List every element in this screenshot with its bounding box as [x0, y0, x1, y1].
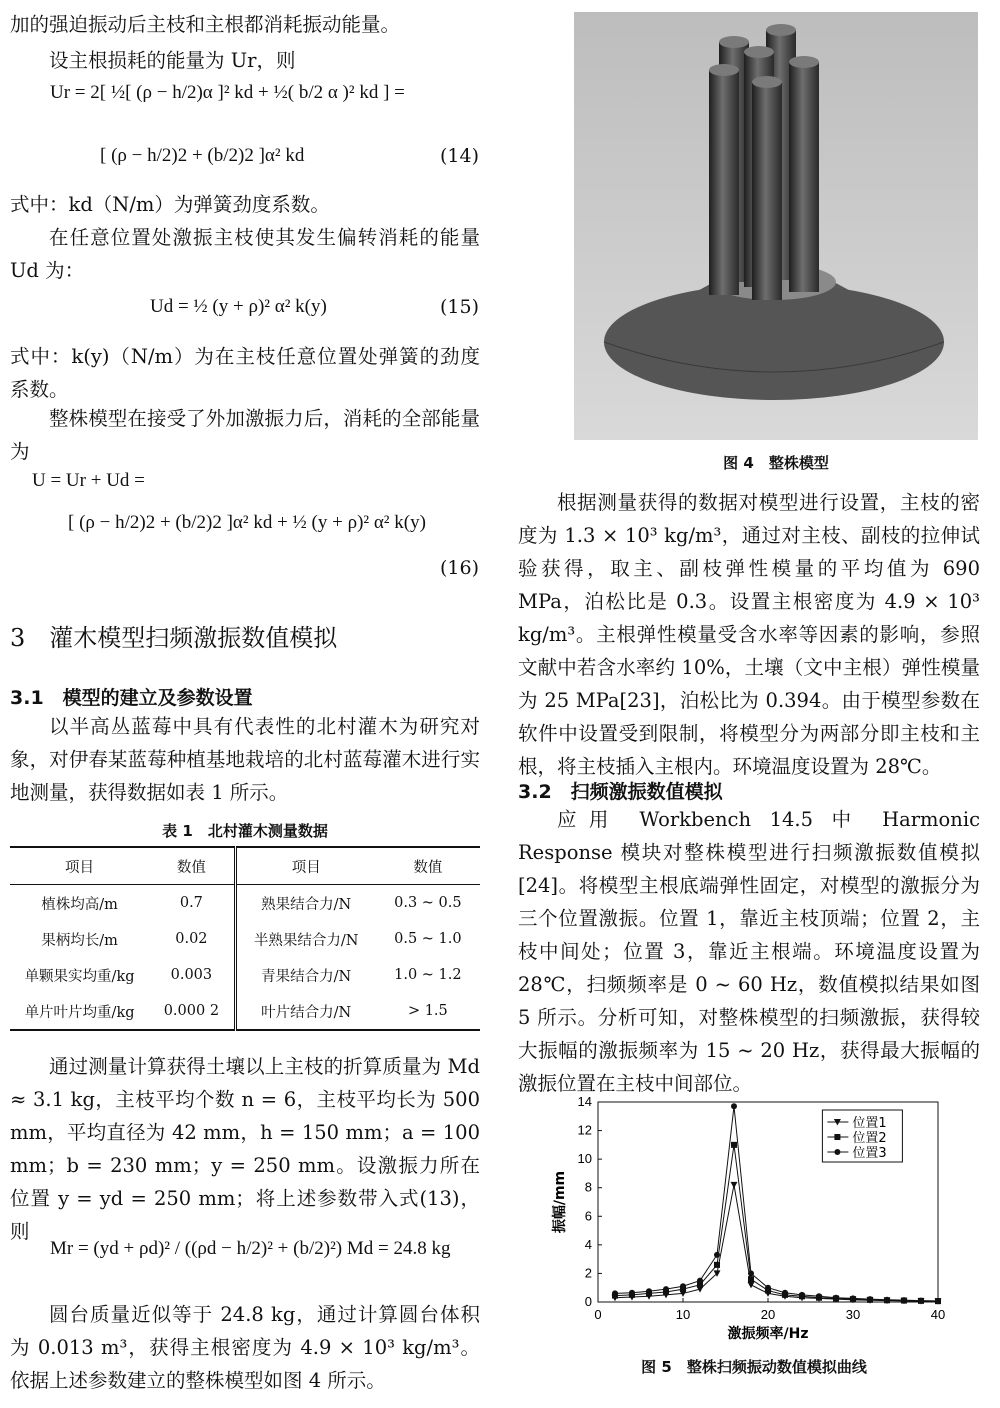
table-cell: 0.003: [149, 957, 235, 993]
x-tick-label: 30: [845, 1307, 861, 1322]
paragraph: 整株模型在接受了外加激振力后，消耗的全部能量为: [10, 407, 480, 463]
y-tick-label: 8: [584, 1179, 592, 1195]
subsection-heading: 3.2 扫频激振数值模拟: [518, 781, 723, 803]
series-位置1: [612, 1182, 942, 1305]
y-tick-label: 6: [584, 1208, 592, 1224]
paragraph: 在任意位置处激振主枝使其发生偏转消耗的能量 Ud 为：: [10, 226, 480, 282]
data-point: [799, 1292, 805, 1298]
y-tick-label: 14: [577, 1094, 592, 1109]
y-tick-label: 12: [577, 1122, 592, 1138]
table-header: 项目: [65, 859, 95, 876]
data-point: [731, 1142, 737, 1148]
table-cell: 1.0 ~ 1.2: [394, 967, 462, 983]
table-cell: 熟果结合力/N: [261, 896, 352, 913]
data-point: [901, 1297, 907, 1303]
series-位置2: [612, 1142, 941, 1304]
table-cell: 0.000 2: [149, 993, 235, 1030]
paragraph: 式中：k(y)（N/m）为在主枝任意位置处弹簧的劲度系数。: [10, 345, 480, 401]
table-cell: 0.02: [149, 921, 235, 957]
table-row: [10, 957, 480, 993]
data-point: [663, 1286, 669, 1292]
equation-14a: Ur = 2[ ½[ (ρ − h/2)α ]² kd + ½( b/2 α )² kd ] =: [50, 82, 405, 103]
shrub-model-illustration: [574, 12, 978, 440]
chart-legend: [822, 1110, 902, 1162]
data-point: [867, 1296, 873, 1302]
y-tick-label: 2: [584, 1265, 592, 1281]
data-point: [646, 1288, 652, 1294]
equation-number: (15): [440, 296, 480, 318]
data-point: [748, 1270, 754, 1276]
legend-label: 位置3: [852, 1146, 887, 1161]
data-point: [850, 1295, 856, 1301]
figure-5-chart: [538, 1090, 970, 1350]
table-header: 数值: [149, 847, 235, 885]
data-point: [918, 1298, 924, 1304]
data-point: [612, 1290, 618, 1296]
table-cell: 0.5 ~ 1.0: [394, 931, 462, 947]
section-heading: 3 灌木模型扫频激振数值模拟: [10, 624, 338, 652]
paragraph: 通过测量计算获得土壤以上主枝的折算质量为 Md ≈ 3.1 kg，主枝平均个数 n = 6，主枝平均长为 500 mm，平均直径为 42 mm，h = 150 mm；a = 100 mm；b = 230 mm；y = 250 mm。设激振力所在位置 y = yd = 250 mm；将上述参数带入式(13)，则: [10, 1055, 480, 1243]
table-cell: 单片叶片均重/kg: [24, 1004, 135, 1021]
table-cell: 叶片结合力/N: [261, 1004, 352, 1021]
table-cell: 青果结合力/N: [261, 968, 352, 985]
equation-16b: [ (ρ − h/2)2 + (b/2)2 ]α² kd + ½ (y + ρ)² α² k(y): [68, 512, 426, 533]
table-cell: 果柄均长/m: [41, 932, 118, 949]
y-axis-label: 振幅/mm: [552, 1170, 568, 1234]
equation-15: Ud = ½ (y + ρ)² α² k(y): [150, 296, 327, 317]
table-cell: 半熟果结合力/N: [253, 932, 359, 949]
series-line: [615, 1185, 938, 1301]
data-point: [731, 1182, 738, 1189]
y-tick-label: 4: [584, 1236, 592, 1252]
table-caption: 表 1 北村灌木测量数据: [162, 822, 328, 840]
data-point: [629, 1290, 635, 1296]
table-cell: 植株均高/m: [41, 896, 118, 913]
data-point: [680, 1283, 686, 1289]
data-point: [935, 1298, 941, 1304]
data-point: [834, 1149, 840, 1155]
data-point: [731, 1103, 737, 1109]
equation-14b: [ (ρ − h/2)2 + (b/2)2 ]α² kd: [100, 145, 305, 166]
table-row: [10, 921, 480, 957]
figure-4-model-image: [574, 12, 978, 440]
legend-label: 位置2: [852, 1131, 887, 1146]
x-tick-label: 0: [594, 1307, 602, 1322]
paragraph: 圆台质量近似等于 24.8 kg，通过计算圆台体积为 0.013 m³，获得主根密度为 4.9 × 10³ kg/m³。依据上述参数建立的整株模型如图 4 所示。: [10, 1303, 480, 1392]
data-point: [834, 1134, 840, 1140]
data-point: [884, 1297, 890, 1303]
data-point: [714, 1252, 720, 1258]
data-point: [816, 1293, 822, 1299]
subsection-heading: 3.1 模型的建立及参数设置: [10, 687, 253, 709]
paragraph: 加的强迫振动后主枝和主根都消耗振动能量。: [10, 13, 401, 36]
equation-number: (14): [440, 145, 480, 167]
data-point: [748, 1276, 754, 1282]
paragraph: 以半高丛蓝莓中具有代表性的北村灌木为研究对象，对伊春某蓝莓种植基地栽培的北村蓝莓灌木进行实地测量，获得数据如表 1 所示。: [10, 715, 480, 804]
x-tick-label: 10: [675, 1307, 691, 1322]
paragraph: 设主根损耗的能量为 Ur，则: [49, 49, 296, 72]
data-table: [10, 846, 480, 1031]
table-header: 项目: [291, 859, 321, 876]
paragraph: 根据测量获得的数据对模型进行设置，主枝的密度为 1.3 × 10³ kg/m³，通过对主枝、副枝的拉伸试验获得，取主、副枝弹性模量的平均值为 690 MPa，泊松比是 0.3。设置主根密度为 4.9 × 10³ kg/m³。主根弹性模量受含水率等因素的影响，参照文献中若含水率约 10%，土壤（文中主根）弹性模量为 25 MPa[23]，泊松比为 0.394。由于模型参数在软件中设置受到限制，将模型分为两部分即主枝和主根，将主枝插入主根内。环境温度设置为 28℃。: [518, 491, 980, 778]
figure-4-caption: 图 4 整株模型: [723, 454, 829, 472]
y-tick-label: 10: [577, 1151, 592, 1167]
data-point: [782, 1290, 788, 1296]
table-header-row: [10, 847, 480, 885]
data-point: [765, 1285, 771, 1291]
paragraph: 式中：kd（N/m）为弹簧劲度系数。: [10, 193, 330, 216]
series-line: [615, 1145, 938, 1301]
table-row: [10, 885, 480, 922]
table-cell: 0.7: [149, 885, 235, 922]
data-point: [697, 1278, 703, 1284]
table-row: [10, 993, 480, 1030]
data-point: [714, 1262, 720, 1268]
x-tick-label: 40: [930, 1307, 946, 1322]
table-cell: 单颗果实均重/kg: [24, 968, 135, 985]
figure-5-caption: 图 5 整株扫频振动数值模拟曲线: [641, 1358, 867, 1376]
data-point: [833, 1295, 839, 1301]
table-header: 数值: [413, 859, 443, 876]
legend-label: 位置1: [852, 1116, 887, 1131]
equation-number: (16): [440, 557, 480, 579]
y-tick-label: 0: [584, 1294, 592, 1309]
equation-16a: U = Ur + Ud =: [32, 470, 145, 491]
table-cell: > 1.5: [407, 1003, 448, 1019]
table-cell: 0.3 ~ 0.5: [394, 895, 462, 911]
x-axis-label: 激振频率/Hz: [727, 1326, 809, 1342]
paragraph: 应用 Workbench 14.5 中 Harmonic Response 模块对整株模型进行扫频激振数值模拟[24]。将模型主根底端弹性固定，对模型的激振分为三个位置激振。位置 1，靠近主枝顶端；位置 2，主枝中间处；位置 3，靠近主根端。环境温度设置为 28℃，扫频频率是 0 ~ 60 Hz，数值模拟结果如图 5 所示。分析可知，对整株模型的扫频激振，获得较大振幅的激振频率为 15 ~ 20 Hz，获得最大振幅的激振位置在主枝中间部位。: [518, 808, 980, 1095]
x-tick-label: 20: [760, 1307, 776, 1322]
equation-17: Mr = (yd + ρd)² / ((ρd − h/2)² + (b/2)²) Md = 24.8 kg: [50, 1238, 451, 1259]
data-point: [748, 1282, 755, 1289]
